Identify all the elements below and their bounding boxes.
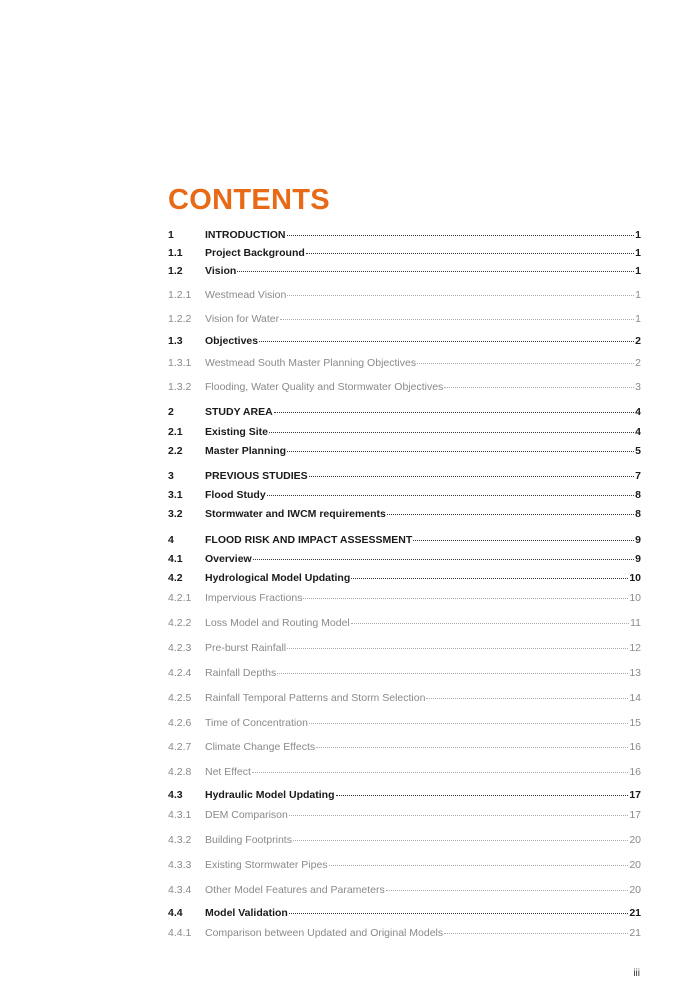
toc-leader-dots	[287, 451, 634, 452]
toc-leader-dots	[287, 295, 634, 296]
toc-leader-dots	[303, 598, 628, 599]
toc-entry[interactable]	[168, 289, 641, 301]
toc-leader-dots	[269, 432, 634, 433]
toc-entry-number: 2.2	[168, 445, 183, 457]
toc-leader-dots	[274, 412, 634, 413]
toc-entry-number: 4.3.4	[168, 884, 192, 896]
toc-entry-label: Westmead Vision	[205, 289, 287, 301]
toc-entry-number: 3.1	[168, 489, 183, 501]
toc-entry-number: 4.2.3	[168, 642, 192, 654]
toc-entry[interactable]	[168, 692, 641, 704]
toc-leader-dots	[237, 271, 634, 272]
toc-entry-number: 4.2.4	[168, 667, 192, 679]
toc-entry-page: 10	[629, 592, 641, 604]
toc-leader-dots	[289, 815, 628, 816]
toc-entry[interactable]	[168, 667, 641, 679]
toc-entry[interactable]	[168, 617, 641, 629]
toc-leader-dots	[444, 387, 634, 388]
toc-entry-number: 1	[168, 229, 174, 241]
toc-entry-number: 1.1	[168, 247, 183, 259]
toc-entry-label: Comparison between Updated and Original Models	[205, 927, 444, 939]
toc-entry[interactable]	[168, 741, 641, 753]
toc-entry-number: 4.2.8	[168, 766, 192, 778]
toc-entry-page: 2	[635, 335, 641, 347]
toc-entry[interactable]	[168, 834, 641, 846]
toc-leader-dots	[387, 514, 634, 515]
toc-entry-label: Loss Model and Routing Model	[205, 617, 350, 629]
toc-entry-label: PREVIOUS STUDIES	[205, 470, 308, 482]
toc-entry-page: 1	[635, 229, 641, 241]
toc-leader-dots	[259, 341, 634, 342]
toc-entry-label: Building Footprints	[205, 834, 292, 846]
toc-entry[interactable]	[168, 357, 641, 369]
toc-entry-number: 4.3.2	[168, 834, 192, 846]
toc-entry-page: 8	[635, 508, 641, 520]
toc-entry[interactable]	[168, 470, 641, 482]
toc-entry-label: Project Background	[205, 247, 305, 259]
toc-entry[interactable]	[168, 859, 641, 871]
toc-entry-page: 1	[635, 265, 641, 277]
toc-leader-dots	[280, 319, 634, 320]
toc-leader-dots	[287, 235, 635, 236]
toc-entry-label: DEM Comparison	[205, 809, 288, 821]
toc-leader-dots	[306, 253, 634, 254]
toc-entry-number: 1.3	[168, 335, 183, 347]
toc-entry[interactable]	[168, 927, 641, 939]
toc-entry-number: 1.2.1	[168, 289, 192, 301]
toc-entry-number: 1.2	[168, 265, 183, 277]
toc-entry-number: 4.3.1	[168, 809, 192, 821]
toc-entry-number: 4.2.5	[168, 692, 192, 704]
toc-entry-label: STUDY AREA	[205, 406, 273, 418]
toc-entry-number: 4.2.2	[168, 617, 192, 629]
toc-leader-dots	[386, 890, 629, 891]
toc-entry[interactable]	[168, 572, 641, 584]
toc-entry[interactable]	[168, 809, 641, 821]
toc-entry-label: Net Effect	[205, 766, 251, 778]
toc-leader-dots	[277, 673, 628, 674]
toc-entry-page: 21	[629, 907, 641, 919]
toc-entry-number: 4.1	[168, 553, 183, 565]
toc-entry[interactable]	[168, 553, 641, 565]
toc-entry[interactable]	[168, 907, 641, 919]
toc-leader-dots	[253, 559, 634, 560]
toc-entry-number: 4.4	[168, 907, 183, 919]
toc-entry[interactable]	[168, 534, 641, 546]
toc-entry-page: 12	[629, 642, 641, 654]
toc-entry[interactable]	[168, 406, 641, 418]
toc-entry-page: 16	[629, 741, 641, 753]
toc-entry[interactable]	[168, 592, 641, 604]
toc-entry-page: 1	[635, 247, 641, 259]
toc-entry-number: 2.1	[168, 426, 183, 438]
page-number: iii	[633, 968, 640, 979]
toc-entry-page: 11	[630, 617, 641, 629]
toc-entry-number: 1.3.1	[168, 357, 192, 369]
toc-entry-label: Climate Change Effects	[205, 741, 316, 753]
toc-entry-page: 17	[629, 809, 641, 821]
toc-leader-dots	[351, 623, 629, 624]
toc-entry[interactable]	[168, 247, 641, 259]
toc-entry-label: Pre-burst Rainfall	[205, 642, 287, 654]
toc-leader-dots	[426, 698, 628, 699]
toc-entry-page: 2	[635, 357, 641, 369]
toc-leader-dots	[413, 540, 634, 541]
toc-entry-label: Existing Stormwater Pipes	[205, 859, 328, 871]
toc-entry-label: Time of Concentration	[205, 717, 308, 729]
toc-entry-label: Flood Study	[205, 489, 266, 501]
toc-entry[interactable]	[168, 445, 641, 457]
toc-entry-label: Stormwater and IWCM requirements	[205, 508, 386, 520]
toc-entry-number: 4.2.1	[168, 592, 192, 604]
toc-entry-number: 4.3	[168, 789, 183, 801]
toc-entry-label: Impervious Fractions	[205, 592, 303, 604]
toc-entry-page: 21	[629, 927, 641, 939]
toc-leader-dots	[309, 723, 628, 724]
toc-entry[interactable]	[168, 508, 641, 520]
toc-entry[interactable]	[168, 313, 641, 325]
page-title: CONTENTS	[168, 184, 330, 216]
toc-entry-number: 1.2.2	[168, 313, 192, 325]
toc-entry-number: 4.2.7	[168, 741, 192, 753]
toc-entry[interactable]	[168, 884, 641, 896]
toc-entry-page: 5	[635, 445, 641, 457]
toc-entry-page: 17	[629, 789, 641, 801]
toc-entry-page: 20	[629, 834, 641, 846]
toc-entry-page: 3	[635, 381, 641, 393]
toc-leader-dots	[329, 865, 629, 866]
toc-entry-page: 20	[629, 859, 641, 871]
toc-entry[interactable]	[168, 766, 641, 778]
toc-entry[interactable]	[168, 642, 641, 654]
toc-leader-dots	[336, 795, 629, 796]
toc-entry[interactable]	[168, 335, 641, 347]
toc-entry[interactable]	[168, 717, 641, 729]
toc-entry-page: 14	[629, 692, 641, 704]
toc-entry-page: 13	[629, 667, 641, 679]
toc-leader-dots	[444, 933, 628, 934]
toc-entry-label: Existing Site	[205, 426, 269, 438]
toc-entry-number: 3.2	[168, 508, 183, 520]
toc-leader-dots	[252, 772, 628, 773]
toc-entry-page: 9	[635, 553, 641, 565]
toc-entry-label: Hydrological Model Updating	[205, 572, 351, 584]
toc-entry-label: Model Validation	[205, 907, 288, 919]
toc-entry-page: 7	[635, 470, 641, 482]
toc-entry-number: 4.2	[168, 572, 183, 584]
toc-entry-number: 4.3.3	[168, 859, 192, 871]
toc-entry[interactable]	[168, 381, 641, 393]
toc-entry-page: 16	[629, 766, 641, 778]
toc-entry[interactable]	[168, 489, 641, 501]
toc-entry-number: 1.3.2	[168, 381, 192, 393]
toc-entry-page: 15	[629, 717, 641, 729]
toc-entry-label: Westmead South Master Planning Objectives	[205, 357, 417, 369]
toc-entry-label: INTRODUCTION	[205, 229, 286, 241]
toc-entry-label: Flooding, Water Quality and Stormwater Objectives	[205, 381, 444, 393]
toc-entry-label: FLOOD RISK AND IMPACT ASSESSMENT	[205, 534, 413, 546]
toc-entry-page: 20	[629, 884, 641, 896]
toc-entry[interactable]	[168, 789, 641, 801]
toc-entry-label: Overview	[205, 553, 252, 565]
toc-entry[interactable]	[168, 426, 641, 438]
toc-entry-page: 1	[635, 313, 641, 325]
toc-entry-label: Other Model Features and Parameters	[205, 884, 385, 896]
toc-entry-number: 2	[168, 406, 174, 418]
toc-entry-label: Rainfall Temporal Patterns and Storm Selection	[205, 692, 426, 704]
toc-entry-label: Hydraulic Model Updating	[205, 789, 335, 801]
toc-entry-page: 8	[635, 489, 641, 501]
toc-entry-number: 4.4.1	[168, 927, 192, 939]
toc-entry-label: Vision for Water	[205, 313, 280, 325]
toc-entry[interactable]	[168, 265, 641, 277]
toc-leader-dots	[293, 840, 628, 841]
toc-entry[interactable]	[168, 229, 641, 241]
toc-entry-label: Objectives	[205, 335, 259, 347]
toc-entry-page: 4	[635, 406, 641, 418]
toc-leader-dots	[267, 495, 634, 496]
toc-entry-page: 9	[635, 534, 641, 546]
toc-entry-label: Master Planning	[205, 445, 287, 457]
toc-leader-dots	[316, 747, 628, 748]
toc-entry-number: 3	[168, 470, 174, 482]
toc-entry-number: 4.2.6	[168, 717, 192, 729]
toc-leader-dots	[309, 476, 634, 477]
toc-entry-label: Vision	[205, 265, 237, 277]
toc-leader-dots	[287, 648, 628, 649]
toc-entry-page: 10	[629, 572, 641, 584]
toc-leader-dots	[351, 578, 628, 579]
toc-entry-label: Rainfall Depths	[205, 667, 277, 679]
toc-entry-number: 4	[168, 534, 174, 546]
toc-entry-page: 4	[635, 426, 641, 438]
toc-leader-dots	[417, 363, 634, 364]
toc-leader-dots	[289, 913, 628, 914]
toc-entry-page: 1	[635, 289, 641, 301]
